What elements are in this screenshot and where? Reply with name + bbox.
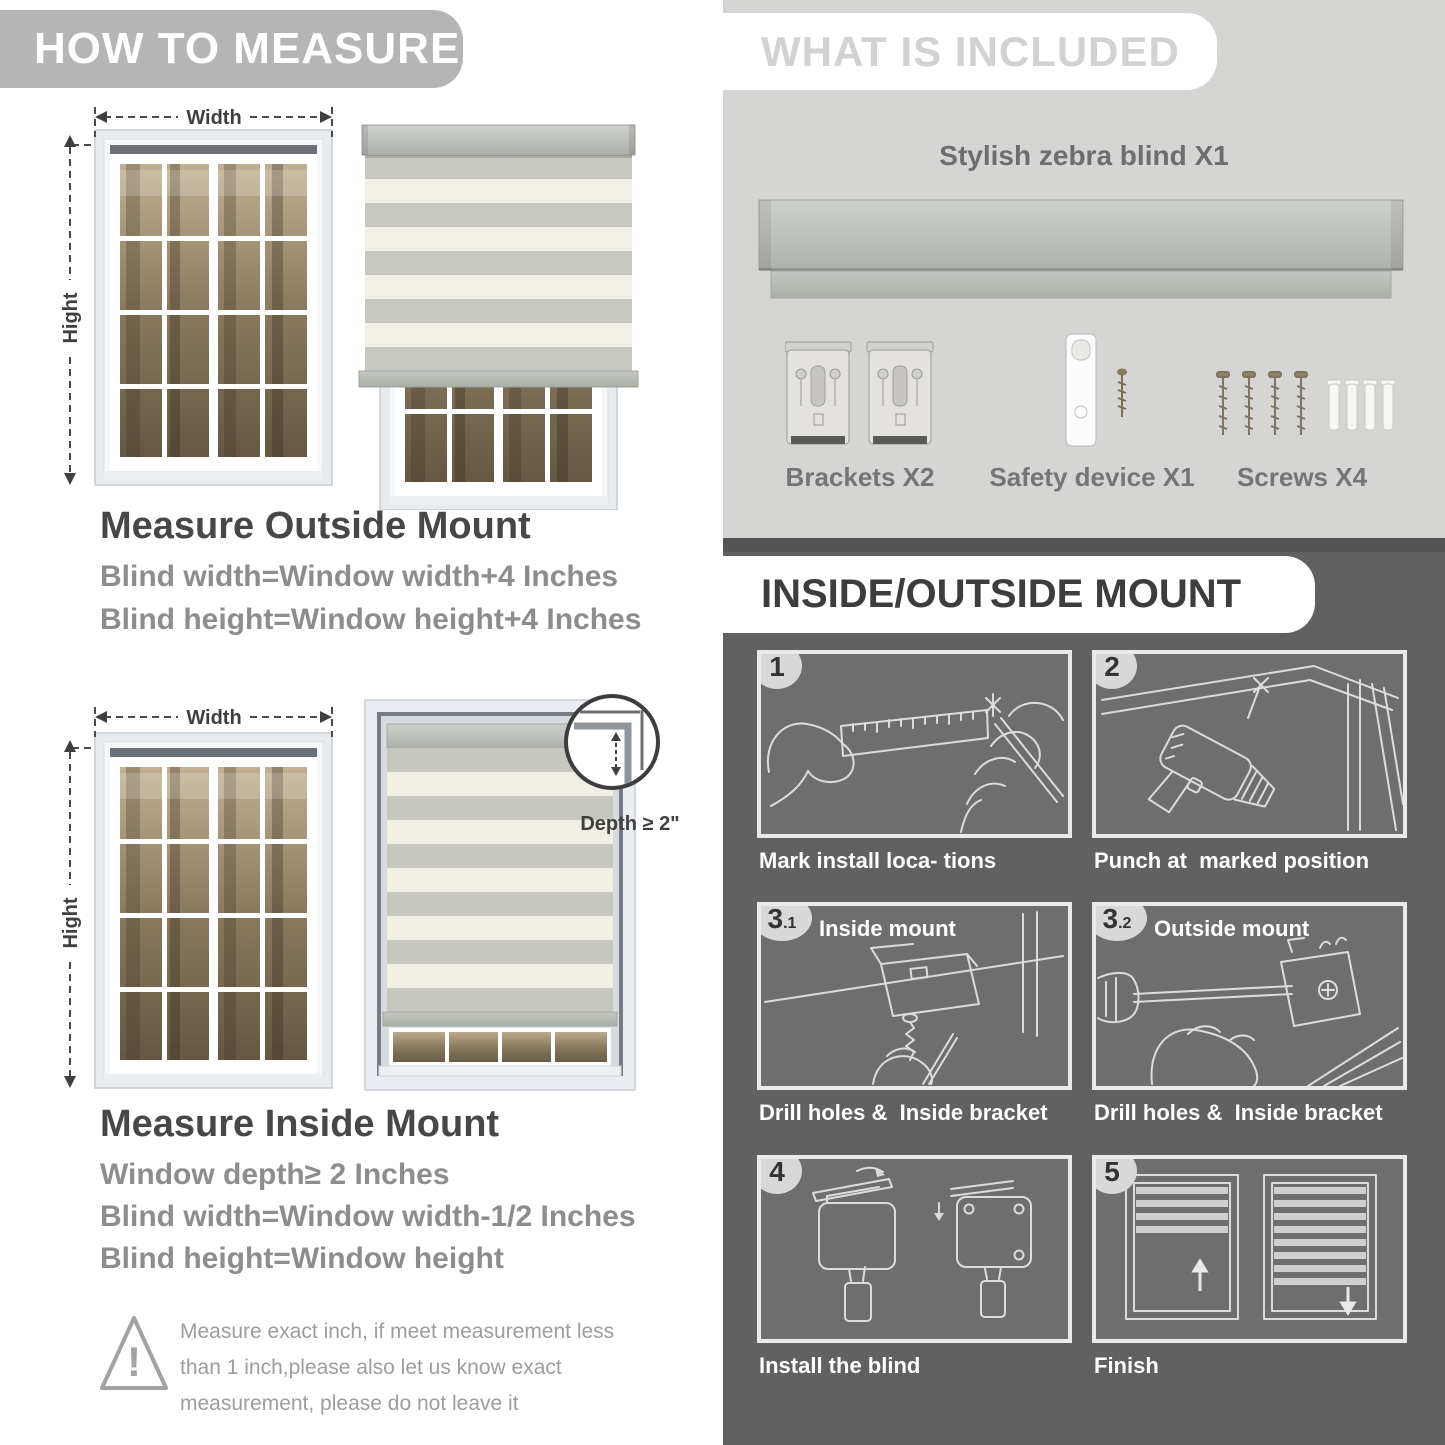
- window-illustration-inside: [95, 733, 332, 1088]
- step-badge-2: 2: [1092, 650, 1137, 689]
- inside-mount-diagram: [40, 680, 700, 1100]
- inside-outside-mount-header: INSIDE/OUTSIDE MOUNT: [723, 556, 1315, 633]
- stylish-blind-label: Stylish zebra blind X1: [939, 140, 1229, 171]
- step-caption-2: Punch at marked position: [1094, 848, 1370, 873]
- warning-line1: Measure exact inch, if meet measurement less: [180, 1320, 615, 1343]
- inside-mount-line1: Window depth≥ 2 Inches: [100, 1158, 450, 1191]
- depth-magnifier-icon: [566, 696, 658, 788]
- step-panel-1: [757, 650, 1072, 838]
- step-panel-4: [757, 1155, 1072, 1343]
- brackets-image: [785, 340, 935, 458]
- step-art-finish: [1096, 1159, 1403, 1339]
- step-panel-3-1: [757, 902, 1072, 1090]
- how-to-measure-header: HOW TO MEASURE: [0, 10, 463, 88]
- step-caption-3-2: Drill holes & Inside bracket: [1094, 1100, 1383, 1125]
- outside-mount-line2: Blind height=Window height+4 Inches: [100, 603, 642, 636]
- width-label: Width: [186, 107, 242, 129]
- outside-mount-diagram: [40, 95, 700, 510]
- warning-line2: than 1 inch,please also let us know exact: [180, 1356, 562, 1379]
- step-panel-3-2: [1092, 902, 1407, 1090]
- step-badge-3-2: 3.2: [1092, 902, 1147, 941]
- warning-icon: [96, 1312, 172, 1398]
- safety-device-image: [1048, 332, 1148, 457]
- step-art-punch-position: [1096, 654, 1403, 834]
- step-title-3-1: Inside mount: [819, 916, 956, 941]
- step-title-3-2: Outside mount: [1154, 916, 1310, 941]
- step-art-mark-locations: [761, 654, 1068, 834]
- height-label: Hight: [60, 292, 82, 344]
- inside-mount-line3: Blind height=Window height: [100, 1242, 504, 1275]
- step-caption-3-1: Drill holes & Inside bracket: [759, 1100, 1048, 1125]
- window-illustration-outside: [95, 130, 332, 485]
- safety-device-label: Safety device X1: [989, 462, 1195, 492]
- section-divider: [723, 538, 1445, 552]
- step-badge-5: 5: [1092, 1155, 1137, 1194]
- zebra-blind-outside: [359, 125, 638, 387]
- step-art-install-blind: [761, 1159, 1068, 1339]
- step-panel-2: [1092, 650, 1407, 838]
- step-badge-4: 4: [757, 1155, 802, 1194]
- inside-mount-title: Measure Inside Mount: [100, 1103, 500, 1145]
- step-badge-1: 1: [757, 650, 802, 689]
- what-is-included-header: WHAT IS INCLUDED: [723, 13, 1217, 90]
- screws-label: Screws X4: [1236, 462, 1368, 492]
- step-caption-4: Install the blind: [759, 1353, 921, 1378]
- inside-mount-line2: Blind width=Window width-1/2 Inches: [100, 1200, 636, 1233]
- height-label-b: Hight: [60, 897, 82, 949]
- step-badge-3-1: 3.1: [757, 902, 812, 941]
- step-panel-5: [1092, 1155, 1407, 1343]
- warning-line3: measurement, please do not leave it: [180, 1392, 519, 1415]
- width-label-b: Width: [186, 707, 242, 729]
- blind-headrail-image: [757, 198, 1405, 303]
- svg-text:!: !: [127, 1338, 141, 1385]
- screws-image: [1215, 370, 1400, 458]
- outside-mount-title: Measure Outside Mount: [100, 505, 531, 547]
- depth-label: Depth ≥ 2": [580, 813, 680, 835]
- step-caption-1: Mark install loca- tions: [759, 848, 997, 873]
- brackets-label: Brackets X2: [785, 462, 935, 492]
- outside-mount-line1: Blind width=Window width+4 Inches: [100, 560, 619, 593]
- step-caption-5: Finish: [1094, 1353, 1159, 1378]
